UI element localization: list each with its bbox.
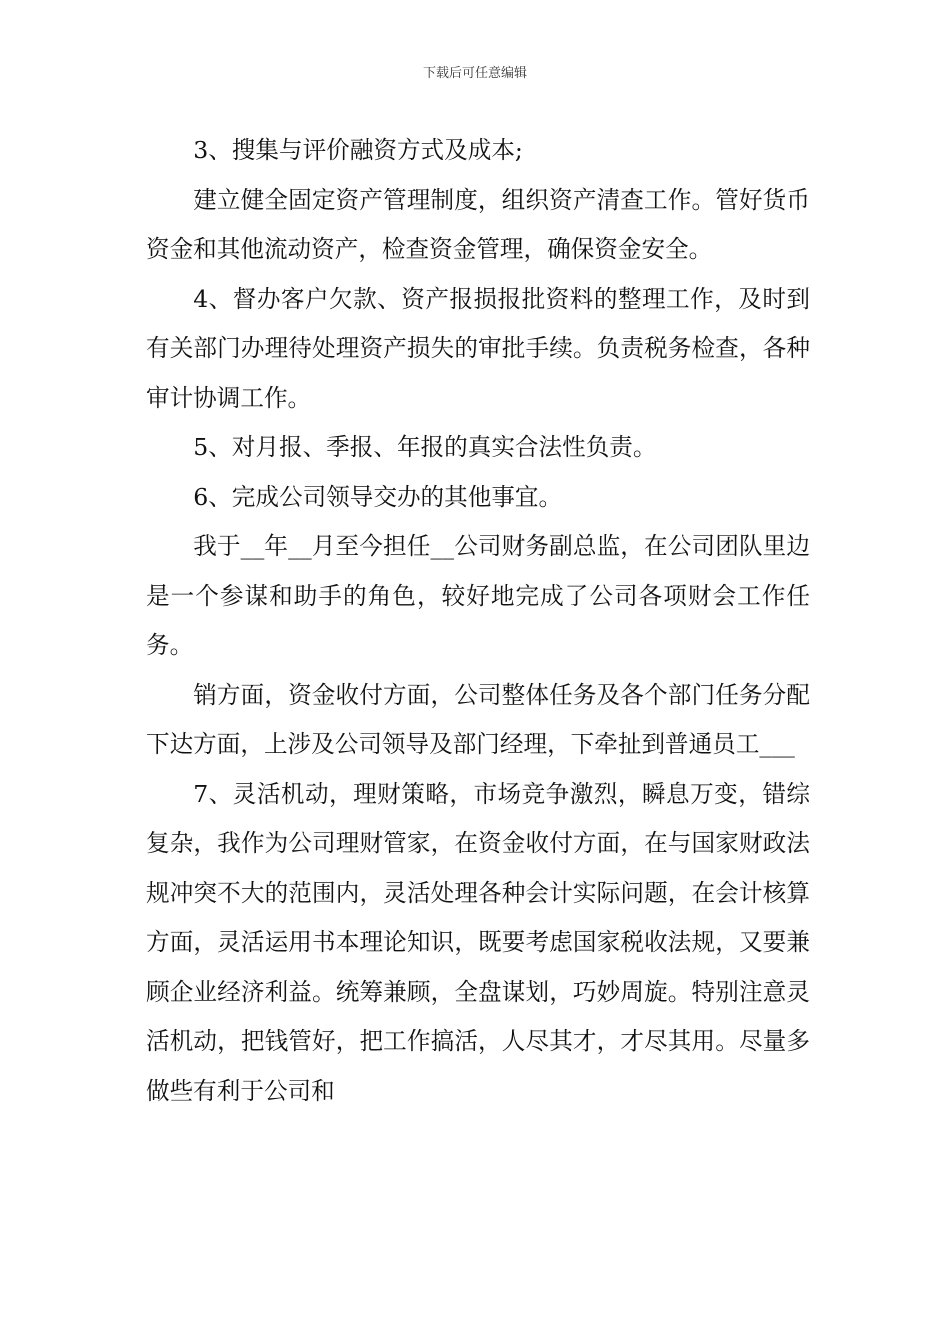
paragraph-role-intro: 我于__年__月至今担任__公司财务副总监，在公司团队里边是一个参谋和助手的角色，较好地完成了公司各项财会工作任务。 [146, 532, 810, 659]
paragraph-sales-funds: 销方面，资金收付方面，公司整体任务及各个部门任务分配下达方面，上涉及公司领导及部门经理，下牵扯到普通员工___ [146, 680, 810, 758]
page-header: 下载后可任意编辑 [422, 66, 527, 81]
paragraph-item-3: 3、搜集与评价融资方式及成本; [193, 136, 523, 164]
paragraph-item-5: 5、对月报、季报、年报的真实合法性负责。 [193, 433, 657, 461]
paragraph-fixed-assets: 建立健全固定资产管理制度，组织资产清查工作。管好货币资金和其他流动资产，检查资金管理，确保资金安全。 [146, 185, 810, 263]
paragraph-item-4: 4、督办客户欠款、资产报损报批资料的整理工作，及时到有关部门办理待处理资产损失的审批手续。负责税务检查，各种审计协调工作。 [146, 284, 810, 412]
document-body [146, 126, 810, 1116]
paragraph-item-6: 6、完成公司领导交办的其他事宜。 [193, 482, 563, 511]
paragraph-item-7: 7、灵活机动，理财策略，市场竞争激烈，瞬息万变，错综复杂，我作为公司理财管家，在资金收付方面，在与国家财政法规冲突不大的范围内，灵活处理各种会计实际问题，在会计核算方面，灵活运用书本理论知识，既要考虑国家税收法规，又要兼顾企业经济利益。统筹兼顾，全盘谋划，巧妙周旋。特别注意灵活机动，把钱管好，把工作搞活，人尽其才，才尽其用。尽量多做些有利于公司和 [146, 779, 810, 1105]
